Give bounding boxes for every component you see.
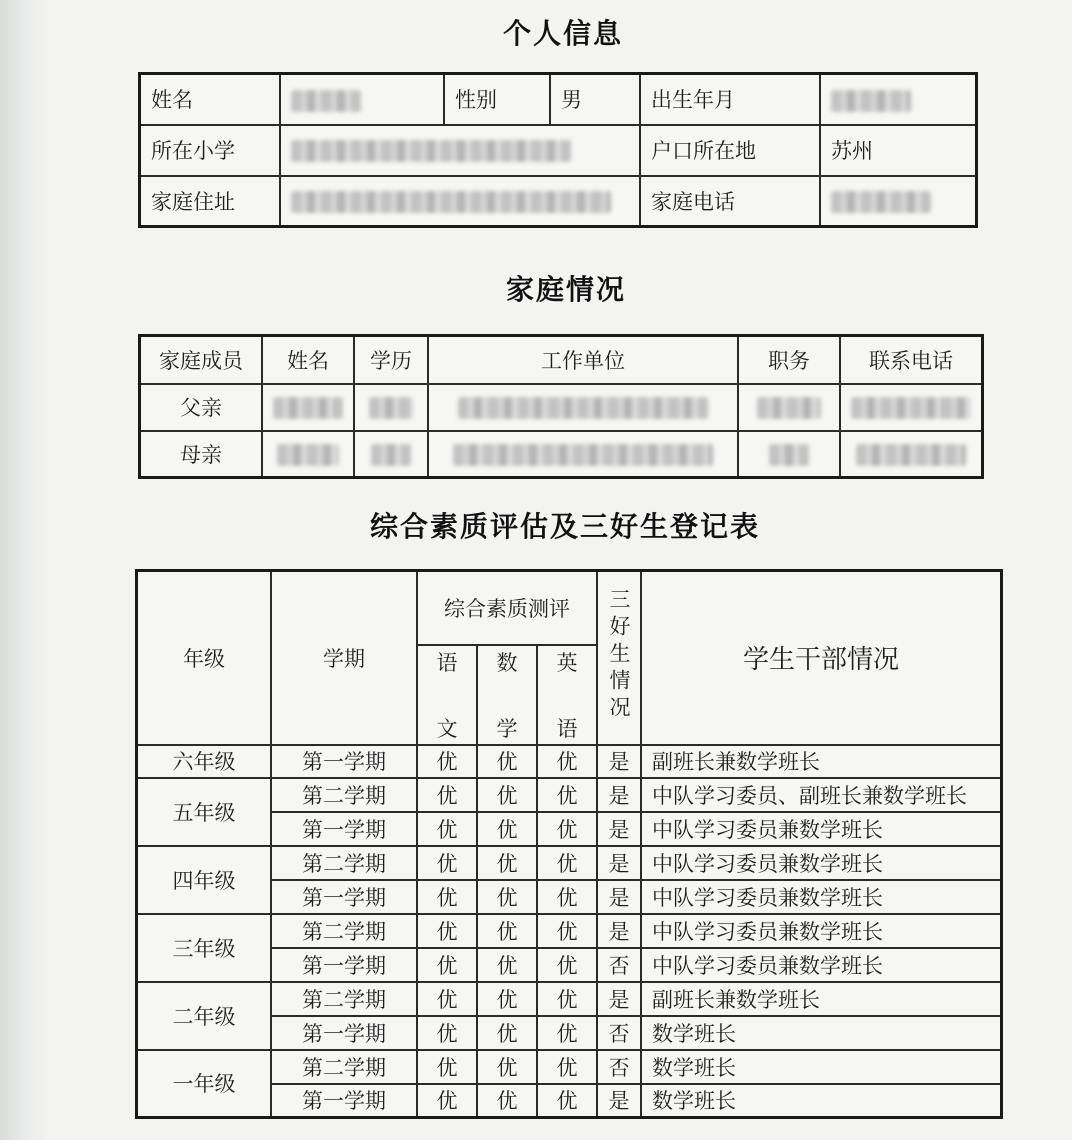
math-score: 优: [477, 745, 537, 778]
redacted-cell: [428, 384, 738, 431]
subject-math-top: 数: [496, 650, 518, 675]
cadre-cell: 数学班长: [641, 1050, 1002, 1084]
gender-label: 性别: [444, 74, 550, 125]
subject-english-top: 英: [556, 650, 578, 675]
sanhao-cell: 是: [597, 745, 641, 778]
subject-chinese-bottom: 文: [436, 716, 458, 741]
cadre-cell: 中队学习委员兼数学班长: [641, 914, 1002, 948]
eval-header-cadre: 学生干部情况: [641, 571, 1002, 745]
term-cell: 第一学期: [271, 880, 417, 914]
term-cell: 第一学期: [271, 948, 417, 982]
evaluation-table: [135, 569, 1003, 1119]
name-value: [280, 74, 444, 125]
redacted-cell: [262, 384, 354, 431]
chinese-score: 优: [417, 1084, 477, 1118]
sanhao-cell: 是: [597, 778, 641, 812]
hukou-label: 户口所在地: [640, 125, 820, 176]
math-score: 优: [477, 846, 537, 880]
evaluation-title: 综合素质评估及三好生登记表: [370, 510, 761, 543]
redacted-block: [291, 140, 571, 162]
redacted-block: [273, 397, 343, 419]
address-value: [280, 176, 640, 227]
phone-value: [820, 176, 977, 227]
grade-cell: 五年级: [137, 778, 272, 846]
chinese-score: 优: [417, 812, 477, 846]
english-score: 优: [537, 1050, 597, 1084]
chinese-score: 优: [417, 745, 477, 778]
math-score: 优: [477, 982, 537, 1016]
cadre-cell: 数学班长: [641, 1016, 1002, 1050]
chinese-score: 优: [417, 914, 477, 948]
english-score: 优: [537, 778, 597, 812]
sanhao-cell: 否: [597, 1050, 641, 1084]
sanhao-cell: 否: [597, 1016, 641, 1050]
cadre-cell: 中队学习委员兼数学班长: [641, 846, 1002, 880]
sanhao-cell: 是: [597, 914, 641, 948]
family-header-phone: 联系电话: [840, 336, 983, 384]
address-label: 家庭住址: [140, 176, 281, 227]
english-score: 优: [537, 982, 597, 1016]
family-member-father: 父亲: [140, 384, 263, 431]
name-label: 姓名: [140, 74, 281, 125]
sanhao-cell: 否: [597, 948, 641, 982]
family-title: 家庭情况: [506, 273, 627, 306]
chinese-score: 优: [417, 982, 477, 1016]
chinese-score: 优: [417, 1050, 477, 1084]
cadre-cell: 中队学习委员兼数学班长: [641, 812, 1002, 846]
grade-cell: 一年级: [137, 1050, 272, 1118]
chinese-score: 优: [417, 778, 477, 812]
math-score: 优: [477, 948, 537, 982]
cadre-cell: 中队学习委员兼数学班长: [641, 880, 1002, 914]
chinese-score: 优: [417, 948, 477, 982]
chinese-score: 优: [417, 1016, 477, 1050]
grade-cell: 四年级: [137, 846, 272, 914]
eval-header-quality: 综合素质测评: [417, 571, 597, 645]
birth-label: 出生年月: [640, 74, 820, 125]
subject-math: [477, 645, 537, 745]
math-score: 优: [477, 880, 537, 914]
cadre-cell: 副班长兼数学班长: [641, 982, 1002, 1016]
subject-math-bottom: 学: [496, 716, 518, 741]
cadre-cell: 中队学习委员、副班长兼数学班长: [641, 778, 1002, 812]
family-header-position: 职务: [738, 336, 840, 384]
eval-header-grade: 年级: [137, 571, 272, 745]
term-cell: 第二学期: [271, 914, 417, 948]
school-value: [280, 125, 640, 176]
math-score: 优: [477, 1084, 537, 1118]
redacted-block: [291, 191, 611, 213]
subject-english-bottom: 语: [556, 716, 578, 741]
redacted-cell: [738, 384, 840, 431]
term-cell: 第一学期: [271, 1016, 417, 1050]
redacted-block: [831, 90, 911, 112]
family-table: [138, 334, 984, 479]
grade-cell: 二年级: [137, 982, 272, 1050]
sanhao-cell: 是: [597, 812, 641, 846]
eval-header-term: 学期: [271, 571, 417, 745]
family-header-member: 家庭成员: [140, 336, 263, 384]
english-score: 优: [537, 846, 597, 880]
redacted-block: [851, 397, 971, 419]
sanhao-cell: 是: [597, 982, 641, 1016]
redacted-cell: [738, 431, 840, 478]
english-score: 优: [537, 745, 597, 778]
redacted-block: [769, 444, 809, 466]
redacted-block: [831, 191, 931, 213]
english-score: 优: [537, 880, 597, 914]
redacted-cell: [354, 431, 428, 478]
term-cell: 第二学期: [271, 982, 417, 1016]
english-score: 优: [537, 1016, 597, 1050]
term-cell: 第二学期: [271, 778, 417, 812]
chinese-score: 优: [417, 880, 477, 914]
grade-cell: 六年级: [137, 745, 272, 778]
gender-value: 男: [550, 74, 640, 125]
math-score: 优: [477, 778, 537, 812]
redacted-block: [458, 397, 708, 419]
term-cell: 第一学期: [271, 812, 417, 846]
sanhao-header-text: 三好生情况: [607, 587, 631, 723]
sanhao-cell: 是: [597, 1084, 641, 1118]
redacted-block: [453, 444, 713, 466]
cadre-cell: 数学班长: [641, 1084, 1002, 1118]
term-cell: 第一学期: [271, 745, 417, 778]
phone-label: 家庭电话: [640, 176, 820, 227]
english-score: 优: [537, 948, 597, 982]
cadre-cell: 副班长兼数学班长: [641, 745, 1002, 778]
english-score: 优: [537, 1084, 597, 1118]
redacted-block: [291, 90, 361, 112]
term-cell: 第二学期: [271, 846, 417, 880]
redacted-block: [371, 444, 411, 466]
math-score: 优: [477, 914, 537, 948]
math-score: 优: [477, 812, 537, 846]
cadre-cell: 中队学习委员兼数学班长: [641, 948, 1002, 982]
redacted-cell: [262, 431, 354, 478]
subject-chinese-top: 语: [436, 650, 458, 675]
birth-value: [820, 74, 977, 125]
family-header-workplace: 工作单位: [428, 336, 738, 384]
subject-english: [537, 645, 597, 745]
term-cell: 第二学期: [271, 1050, 417, 1084]
redacted-block: [277, 444, 339, 466]
chinese-score: 优: [417, 846, 477, 880]
grade-cell: 三年级: [137, 914, 272, 982]
subject-chinese: [417, 645, 477, 745]
personal-info-table: [138, 72, 978, 228]
redacted-cell: [428, 431, 738, 478]
math-score: 优: [477, 1016, 537, 1050]
school-label: 所在小学: [140, 125, 281, 176]
sanhao-cell: 是: [597, 846, 641, 880]
personal-info-title: 个人信息: [503, 17, 624, 50]
page-binding: [0, 0, 48, 1140]
family-header-name: 姓名: [262, 336, 354, 384]
term-cell: 第一学期: [271, 1084, 417, 1118]
sanhao-cell: 是: [597, 880, 641, 914]
redacted-cell: [354, 384, 428, 431]
eval-header-sanhao: [597, 571, 641, 745]
redacted-block: [856, 444, 966, 466]
english-score: 优: [537, 914, 597, 948]
redacted-block: [369, 397, 413, 419]
english-score: 优: [537, 812, 597, 846]
family-header-education: 学历: [354, 336, 428, 384]
math-score: 优: [477, 1050, 537, 1084]
hukou-value: 苏州: [820, 125, 977, 176]
redacted-cell: [840, 431, 983, 478]
redacted-block: [757, 397, 821, 419]
redacted-cell: [840, 384, 983, 431]
family-member-mother: 母亲: [140, 431, 263, 478]
